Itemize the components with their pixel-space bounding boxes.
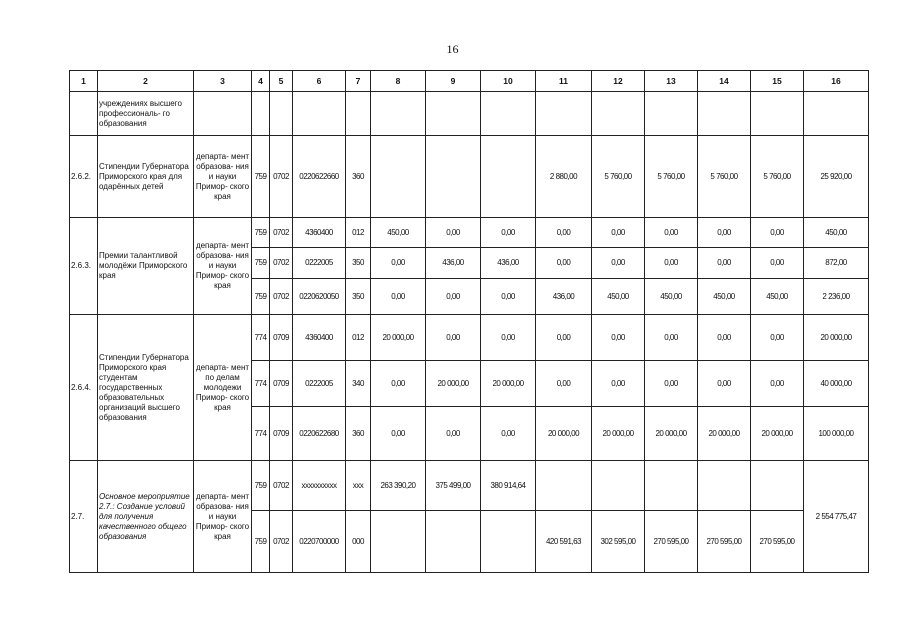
table-cell: 012 <box>346 218 371 248</box>
table-cell: 0,00 <box>592 315 645 361</box>
col-header: 3 <box>194 71 252 92</box>
table-cell: 360 <box>346 407 371 461</box>
table-cell: 759 <box>252 136 270 218</box>
table-cell: 0,00 <box>536 315 592 361</box>
table-cell: 0,00 <box>481 315 536 361</box>
table-cell: 0702 <box>270 218 293 248</box>
table-cell: 20 000,00 <box>371 315 426 361</box>
table-cell: 20 000,00 <box>698 407 751 461</box>
table-cell: 350 <box>346 248 371 279</box>
table-cell: 20 000,00 <box>536 407 592 461</box>
table-cell: 0,00 <box>751 248 804 279</box>
col-header: 15 <box>751 71 804 92</box>
col-header: 1 <box>70 71 98 92</box>
table-cell: 450,00 <box>698 279 751 315</box>
table-cell: 20 000,00 <box>426 361 481 407</box>
table-cell: 4360400 <box>293 218 346 248</box>
table-cell: 0,00 <box>481 407 536 461</box>
department: департа- мент образова- ния и науки Примор- ского края <box>194 218 252 315</box>
table-cell: 0220622680 <box>293 407 346 461</box>
row-number: 2.6.3. <box>70 218 98 315</box>
measure-name: Стипендии Губернатора Приморского края студентам государственных образовательных организаций высшего образования <box>98 315 194 461</box>
table-cell: 2 880,00 <box>536 136 592 218</box>
col-header: 11 <box>536 71 592 92</box>
table-cell: 350 <box>346 279 371 315</box>
table-cell <box>481 511 536 573</box>
col-header: 12 <box>592 71 645 92</box>
table-cell: 0,00 <box>645 218 698 248</box>
table-cell: 0,00 <box>751 315 804 361</box>
table-cell: 0,00 <box>751 218 804 248</box>
col-header: 5 <box>270 71 293 92</box>
department: департа- мент образова- ния и науки Примор- ского края <box>194 136 252 218</box>
header-row <box>70 71 869 92</box>
table-cell: 0222005 <box>293 248 346 279</box>
table-cell: 4360400 <box>293 315 346 361</box>
table-cell: 0,00 <box>645 315 698 361</box>
table-cell: 5 760,00 <box>751 136 804 218</box>
page-number: 16 <box>446 42 459 56</box>
table-cell: 0702 <box>270 511 293 573</box>
table-cell: 0709 <box>270 361 293 407</box>
table-cell: 759 <box>252 218 270 248</box>
table-cell: 0,00 <box>751 361 804 407</box>
col-header: 9 <box>426 71 481 92</box>
table-row <box>70 315 869 361</box>
table-row <box>70 136 869 218</box>
col-header: 4 <box>252 71 270 92</box>
table-cell: 0,00 <box>592 218 645 248</box>
table-cell: 0222005 <box>293 361 346 407</box>
table-cell: 360 <box>346 136 371 218</box>
table-cell: 774 <box>252 315 270 361</box>
table-cell: 450,00 <box>592 279 645 315</box>
table-cell: 420 591,63 <box>536 511 592 573</box>
table-cell: 270 595,00 <box>751 511 804 573</box>
table-cell: 20 000,00 <box>751 407 804 461</box>
table-cell: 0702 <box>270 279 293 315</box>
table-cell: 0220622660 <box>293 136 346 218</box>
col-header: 8 <box>371 71 426 92</box>
table-cell: 20 000,00 <box>645 407 698 461</box>
table-cell: 0,00 <box>481 279 536 315</box>
table-cell: 0702 <box>270 136 293 218</box>
measure-name: учреждениях высшего профессиональ- го образования <box>98 92 194 136</box>
col-header: 13 <box>645 71 698 92</box>
col-header: 16 <box>804 71 869 92</box>
table-cell: 0,00 <box>371 279 426 315</box>
table-cell: 436,00 <box>536 279 592 315</box>
table-cell: 0,00 <box>536 218 592 248</box>
table-row <box>70 92 869 136</box>
table-cell: 0,00 <box>481 218 536 248</box>
table-cell: 0,00 <box>426 315 481 361</box>
department: департа- мент образова- ния и науки Примор- ского края <box>194 461 252 573</box>
table-cell: 380 914,64 <box>481 461 536 511</box>
table-cell: 20 000,00 <box>804 315 869 361</box>
measure-name: Основное мероприятие 2.7.: Создание условий для получения качественного общего образования <box>98 461 194 573</box>
table-row <box>70 218 869 248</box>
table-cell: 340 <box>346 361 371 407</box>
col-header: 7 <box>346 71 371 92</box>
table-cell: xxxxxxxxxx <box>293 461 346 511</box>
table-cell: 450,00 <box>804 218 869 248</box>
row-number: 2.6.4. <box>70 315 98 461</box>
col-header: 6 <box>293 71 346 92</box>
table-cell: 5 760,00 <box>645 136 698 218</box>
table-cell: 774 <box>252 361 270 407</box>
table-cell: 2 236,00 <box>804 279 869 315</box>
table-cell: 0,00 <box>371 248 426 279</box>
table-cell: 012 <box>346 315 371 361</box>
row-number: 2.6.2. <box>70 136 98 218</box>
table-cell: 270 595,00 <box>645 511 698 573</box>
table-cell: 0220700000 <box>293 511 346 573</box>
row-number: 2.7. <box>70 461 98 573</box>
table-cell: 759 <box>252 511 270 573</box>
col-header: 14 <box>698 71 751 92</box>
table-cell: xxx <box>346 461 371 511</box>
table-cell: 774 <box>252 407 270 461</box>
table-cell: 0220620050 <box>293 279 346 315</box>
table-cell: 375 499,00 <box>426 461 481 511</box>
table-cell: 5 760,00 <box>698 136 751 218</box>
table-cell <box>481 136 536 218</box>
table-cell: 302 595,00 <box>592 511 645 573</box>
table-cell <box>426 136 481 218</box>
table-cell: 0,00 <box>698 315 751 361</box>
budget-table <box>69 70 869 573</box>
table-cell: 0,00 <box>426 218 481 248</box>
table-cell <box>426 511 481 573</box>
table-cell: 0,00 <box>698 361 751 407</box>
table-cell: 450,00 <box>371 218 426 248</box>
table-cell: 450,00 <box>751 279 804 315</box>
table-cell: 759 <box>252 461 270 511</box>
table-cell: 100 000,00 <box>804 407 869 461</box>
table-cell: 0702 <box>270 248 293 279</box>
table-cell: 450,00 <box>645 279 698 315</box>
table-cell: 0,00 <box>426 407 481 461</box>
table-cell: 0,00 <box>371 407 426 461</box>
table-cell: 0,00 <box>426 279 481 315</box>
table-cell: 0709 <box>270 315 293 361</box>
table-cell: 0,00 <box>592 361 645 407</box>
table-cell: 0709 <box>270 407 293 461</box>
table-cell: 436,00 <box>426 248 481 279</box>
table-cell <box>371 136 426 218</box>
table-cell: 872,00 <box>804 248 869 279</box>
table-cell: 20 000,00 <box>592 407 645 461</box>
table-cell: 0,00 <box>371 361 426 407</box>
table-cell: 263 390,20 <box>371 461 426 511</box>
table-cell: 0,00 <box>645 248 698 279</box>
department: департа- мент по делам молодежи Примор- ского края <box>194 315 252 461</box>
table-cell: 270 595,00 <box>698 511 751 573</box>
table-cell: 40 000,00 <box>804 361 869 407</box>
table-cell: 25 920,00 <box>804 136 869 218</box>
table-cell: 5 760,00 <box>592 136 645 218</box>
table-row <box>70 461 869 511</box>
table-cell: 0702 <box>270 461 293 511</box>
table-cell: 20 000,00 <box>481 361 536 407</box>
table-cell: 0,00 <box>536 361 592 407</box>
table-cell: 0,00 <box>698 248 751 279</box>
table-cell: 0,00 <box>698 218 751 248</box>
table-cell: 0,00 <box>536 248 592 279</box>
measure-name: Премии талантливой молодёжи Приморского края <box>98 218 194 315</box>
table-cell: 000 <box>346 511 371 573</box>
table-cell <box>371 511 426 573</box>
table-cell: 0,00 <box>592 248 645 279</box>
measure-name: Стипендии Губернатора Приморского края для одарённых детей <box>98 136 194 218</box>
table-cell: 0,00 <box>645 361 698 407</box>
table-cell: 436,00 <box>481 248 536 279</box>
col-header: 10 <box>481 71 536 92</box>
col-header: 2 <box>98 71 194 92</box>
table-cell: 759 <box>252 248 270 279</box>
table-cell: 759 <box>252 279 270 315</box>
total-cell: 2 554 775,47 <box>804 461 869 573</box>
